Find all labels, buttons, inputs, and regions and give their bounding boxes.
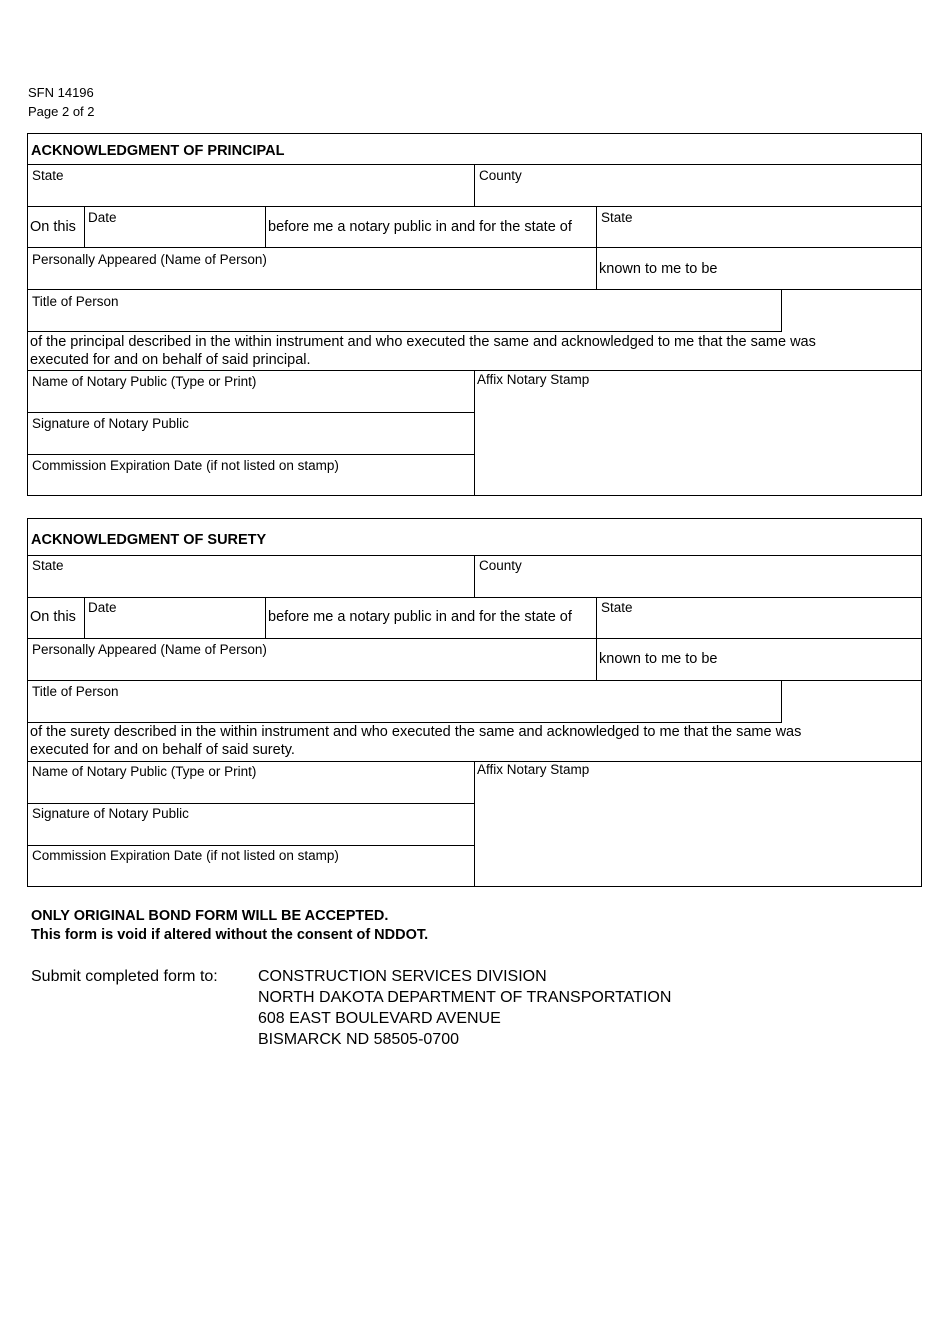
title-of-person-field[interactable] bbox=[27, 680, 782, 723]
form-number: SFN 14196 bbox=[28, 85, 94, 100]
state-field[interactable] bbox=[27, 555, 475, 598]
on-this-text: On this bbox=[30, 609, 76, 625]
right-border-segment bbox=[781, 680, 922, 723]
before-me-text: before me a notary public in and for the state of bbox=[268, 219, 572, 235]
commission-expiration-label: Commission Expiration Date (if not listed on stamp) bbox=[32, 458, 339, 473]
page-number: Page 2 of 2 bbox=[28, 104, 95, 119]
submit-address bbox=[258, 966, 671, 1050]
state-label: State bbox=[32, 168, 64, 183]
commission-expiration-label: Commission Expiration Date (if not listed on stamp) bbox=[32, 848, 339, 863]
notary-name-label: Name of Notary Public (Type or Print) bbox=[32, 764, 257, 779]
on-this-text: On this bbox=[30, 219, 76, 235]
date-label: Date bbox=[88, 210, 117, 225]
before-me-text: before me a notary public in and for the state of bbox=[268, 609, 572, 625]
known-to-me-text: known to me to be bbox=[599, 651, 718, 667]
statement-line-2: executed for and on behalf of said surety. bbox=[30, 742, 295, 758]
acknowledgment-surety-section bbox=[27, 518, 922, 887]
form-header bbox=[28, 83, 95, 121]
notary-state-label: State bbox=[601, 600, 633, 615]
notary-stamp-label: Affix Notary Stamp bbox=[477, 762, 590, 777]
right-border-segment bbox=[781, 289, 922, 332]
statement-text bbox=[30, 333, 816, 369]
section-title: ACKNOWLEDGMENT OF SURETY bbox=[31, 532, 267, 548]
personally-appeared-label: Personally Appeared (Name of Person) bbox=[32, 252, 267, 267]
notary-state-field[interactable] bbox=[596, 206, 922, 248]
notary-state-label: State bbox=[601, 210, 633, 225]
county-field[interactable] bbox=[474, 164, 922, 207]
known-to-me-text: known to me to be bbox=[599, 261, 718, 277]
notary-stamp-label: Affix Notary Stamp bbox=[477, 372, 590, 387]
county-label: County bbox=[479, 558, 522, 573]
statement-line-1: of the principal described in the within instrument and who executed the same and acknowledged to me that the same was bbox=[30, 334, 816, 350]
address-line-2: NORTH DAKOTA DEPARTMENT OF TRANSPORTATION bbox=[258, 989, 672, 1006]
notary-signature-label: Signature of Notary Public bbox=[32, 416, 189, 431]
county-field[interactable] bbox=[474, 555, 922, 598]
notary-state-field[interactable] bbox=[596, 597, 922, 639]
notary-stamp-area bbox=[474, 370, 922, 496]
acknowledgment-principal-section bbox=[27, 133, 922, 496]
submit-label: Submit completed form to: bbox=[31, 968, 218, 985]
state-label: State bbox=[32, 558, 64, 573]
personally-appeared-label: Personally Appeared (Name of Person) bbox=[32, 642, 267, 657]
void-if-altered-note: This form is void if altered without the consent of NDDOT. bbox=[31, 927, 429, 943]
county-label: County bbox=[479, 168, 522, 183]
title-of-person-label: Title of Person bbox=[32, 684, 119, 699]
form-notes bbox=[31, 907, 428, 945]
notary-name-label: Name of Notary Public (Type or Print) bbox=[32, 374, 257, 389]
title-of-person-field[interactable] bbox=[27, 289, 782, 332]
statement-text bbox=[30, 723, 801, 759]
section-title: ACKNOWLEDGMENT OF PRINCIPAL bbox=[31, 143, 285, 159]
statement-line-1: of the surety described in the within instrument and who executed the same and acknowledged to me that the same was bbox=[30, 724, 802, 740]
title-of-person-label: Title of Person bbox=[32, 294, 119, 309]
state-field[interactable] bbox=[27, 164, 475, 207]
original-only-note: ONLY ORIGINAL BOND FORM WILL BE ACCEPTED. bbox=[31, 908, 389, 924]
statement-line-2: executed for and on behalf of said principal. bbox=[30, 352, 311, 368]
notary-stamp-area bbox=[474, 761, 922, 887]
address-line-1: CONSTRUCTION SERVICES DIVISION bbox=[258, 968, 547, 985]
date-label: Date bbox=[88, 600, 117, 615]
notary-signature-label: Signature of Notary Public bbox=[32, 806, 189, 821]
address-line-4: BISMARCK ND 58505-0700 bbox=[258, 1031, 459, 1048]
address-line-3: 608 EAST BOULEVARD AVENUE bbox=[258, 1010, 501, 1027]
